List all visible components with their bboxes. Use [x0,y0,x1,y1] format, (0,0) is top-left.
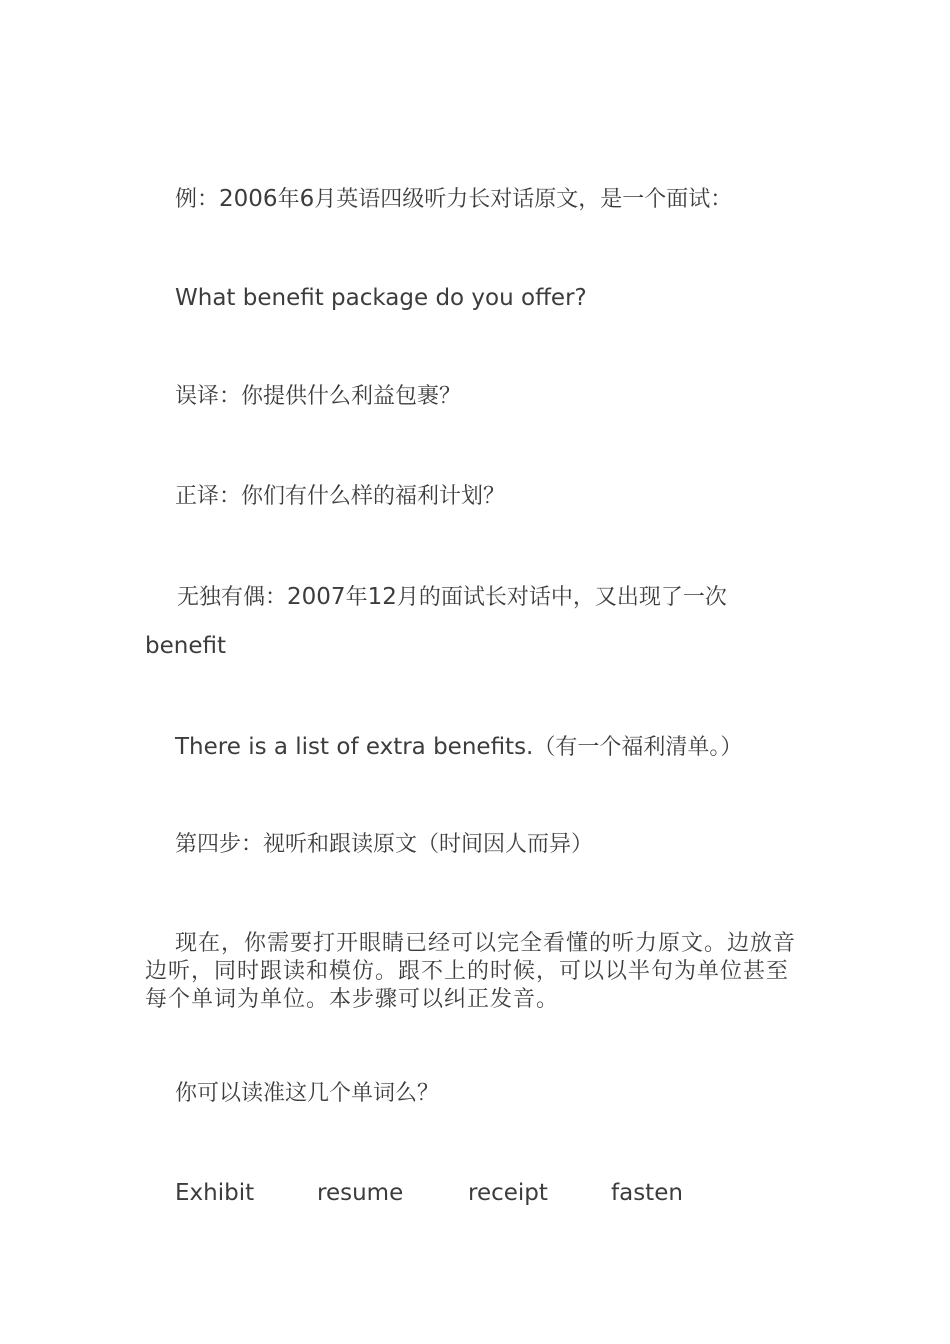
coincidence-rest: 月的面试长对话中，又出现了一次 [396,585,727,610]
extra-benefits-sentence [175,735,742,759]
paragraph-coincidence [177,585,727,609]
extra-benefits-english: There is a list of extra benefits. [175,734,534,760]
year-2006: 2006 [219,186,278,212]
word-receipt: receipt [468,1180,548,1206]
month-6: 6 [299,186,315,212]
year-suffix: 年 [277,187,300,212]
year-suffix-2: 年 [345,585,368,610]
correct-translation: 正译：你们有什么样的福利计划？ [175,484,506,509]
word-benefit: benefit [145,633,226,659]
example-label: 例： [175,187,220,212]
example-intro-rest: 月英语四级听力长对话原文，是一个面试： [314,187,733,212]
english-question: What benefit package do you offer? [175,285,587,311]
coincidence-label: 无独有偶： [177,585,288,610]
word-exhibit: Exhibit [175,1180,255,1206]
word-fasten: fasten [611,1180,683,1206]
month-12: 12 [367,584,397,610]
step-four-heading: 第四步：视听和跟读原文（时间因人而异） [175,832,594,857]
wrong-translation: 误译：你提供什么利益包裹？ [175,384,462,409]
paragraph-example-intro [175,187,732,211]
step-four-paragraph: 现在，你需要打开眼睛已经可以完全看懂的听力原文。边放音边听，同时跟读和模仿。跟不上的时候，可以以半句为单位甚至每个单词为单位。本步骤可以纠正发音。 [145,931,797,1012]
word-resume: resume [317,1180,404,1206]
question-prompt: 你可以读准这几个单词么？ [175,1081,440,1106]
extra-benefits-chinese: （有一个福利清单。） [533,735,743,760]
year-2007: 2007 [287,584,346,610]
